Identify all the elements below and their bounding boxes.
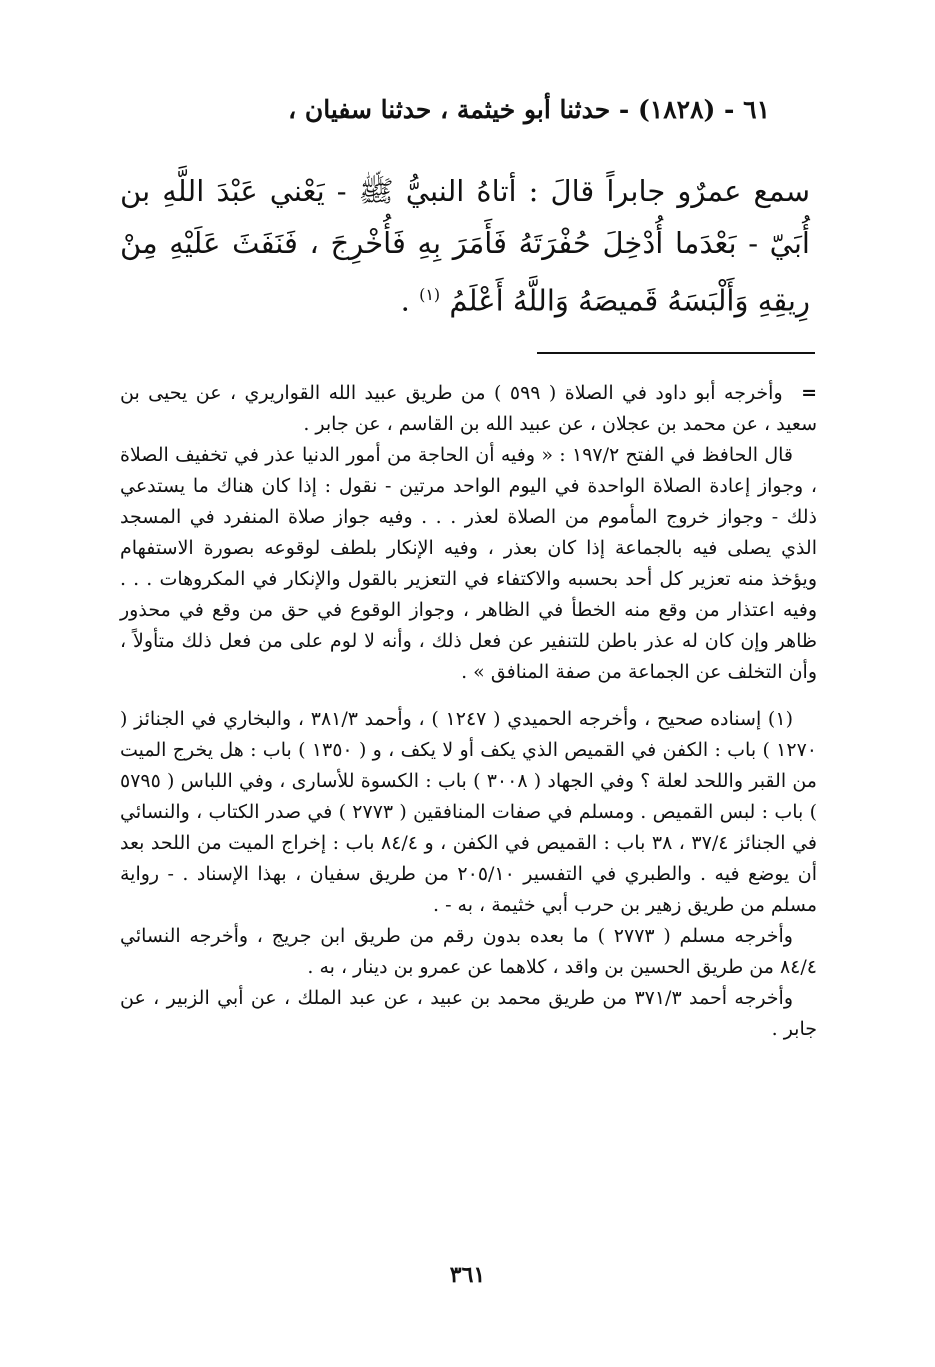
continuation-mark: = [801,382,817,404]
hadith-heading: ٦١ - (١٨٢٨) - حدثنا أبو خيثمة ، حدثنا سفيان ، [288,95,770,124]
page-number: ٣٦١ [449,1262,486,1288]
hadith-text-block [120,165,810,327]
commentary-paragraph: قال الحافظ في الفتح ١٩٧/٢ : « وفيه أن الحاجة من أمور الدنيا عذر في تخفيف الصلاة ، وجواز إعادة الصلاة الواحدة في اليوم الواحد مرتين - نقول : إذا كان هناك ما يستدعي ذلك - وجواز خروج المأموم من الصلاة لعذر . . . وفيه جواز صلاة المنفرد في المسجد الذي يصلى فيه بالجماعة إذا كان بعذر ، وفيه الإنكار بلطف لوقوعه بصورة الاستفهام ويؤخذ منه تعزير كل أحد بحسبه والاكتفاء في التعزير بالقول والإنكار في المكروهات . . . وفيه اعتذار من وقع منه الخطأ في الظاهر ، وجواز الوقوع في حق من وقع في محذور ظاهر وإن كان له عذر باطن للتنفير عن فعل ذلك ، وأنه لا لوم على من فعل ذلك متأولاً ، وأن التخلف عن الجماعة من صفة المنافق » . [120,444,817,683]
footnotes-section [120,378,817,1045]
continuation-text: وأخرجه أبو داود في الصلاة ( ٥٩٩ ) من طريق عبيد الله القواريري ، عن يحيى بن سعيد ، عن محمد بن عجلان ، عن عبيد الله بن القاسم ، عن جابر . [120,382,817,435]
footnote-note-2: وأخرجه مسلم ( ٢٧٧٣ ) ما بعده بدون رقم من طريق ابن جريج ، وأخرجه النسائي ٨٤/٤ من طريق الحسين بن واقد ، كلاهما عن عمرو بن دينار ، به . [120,925,817,978]
footnote-reference: (١) [419,285,441,304]
continuation-note [120,378,817,440]
hadith-end: . [400,283,410,318]
hadith-text: سمع عمرٌو جابراً قالَ : أتاهُ النبيُّ ﷺ - يَعْني عَبْدَ اللَّهِ بن أُبَيّ - بَعْدَما أُدْخِلَ حُفْرَتَهُ فَأَمَرَ بِهِ فَأُخْرِجَ ، فَنَفَثَ عَلَيْهِ مِنْ رِيقِهِ وَأَلْبَسَهُ قَميصَهُ وَاللَّهُ أَعْلَمُ [120,174,810,318]
footnote-note-3: وأخرجه أحمد ٣٧١/٣ من طريق محمد بن عبيد ، عن عبد الملك ، عن أبي الزبير ، عن جابر . [120,987,817,1040]
footnote-1: (١) إسناده صحيح ، وأخرجه الحميدي ( ١٢٤٧ ) ، وأحمد ٣٨١/٣ ، والبخاري في الجنائز ( ١٢٧٠ ) باب : الكفن في القميص الذي يكف أو لا يكف ، و ( ١٣٥٠ ) باب : هل يخرج الميت من القبر واللحد لعلة ؟ وفي الجهاد ( ٣٠٠٨ ) باب : الكسوة للأسارى ، وفي اللباس ( ٥٧٩٥ ) باب : لبس القميص . ومسلم في صفات المنافقين ( ٢٧٧٣ ) في صدر الكتاب ، والنسائي في الجنائز ٣٧/٤ ، ٣٨ باب : القميص في الكفن ، و ٨٤/٤ باب : إخراج الميت من اللحد بعد أن يوضع فيه . والطبري في التفسير ٢٠٥/١٠ من طريق سفيان ، بهذا الإسناد . - رواية مسلم من طريق زهير بن حرب أبي خثيمة ، به - . [120,708,817,916]
footnote-separator [537,352,815,354]
